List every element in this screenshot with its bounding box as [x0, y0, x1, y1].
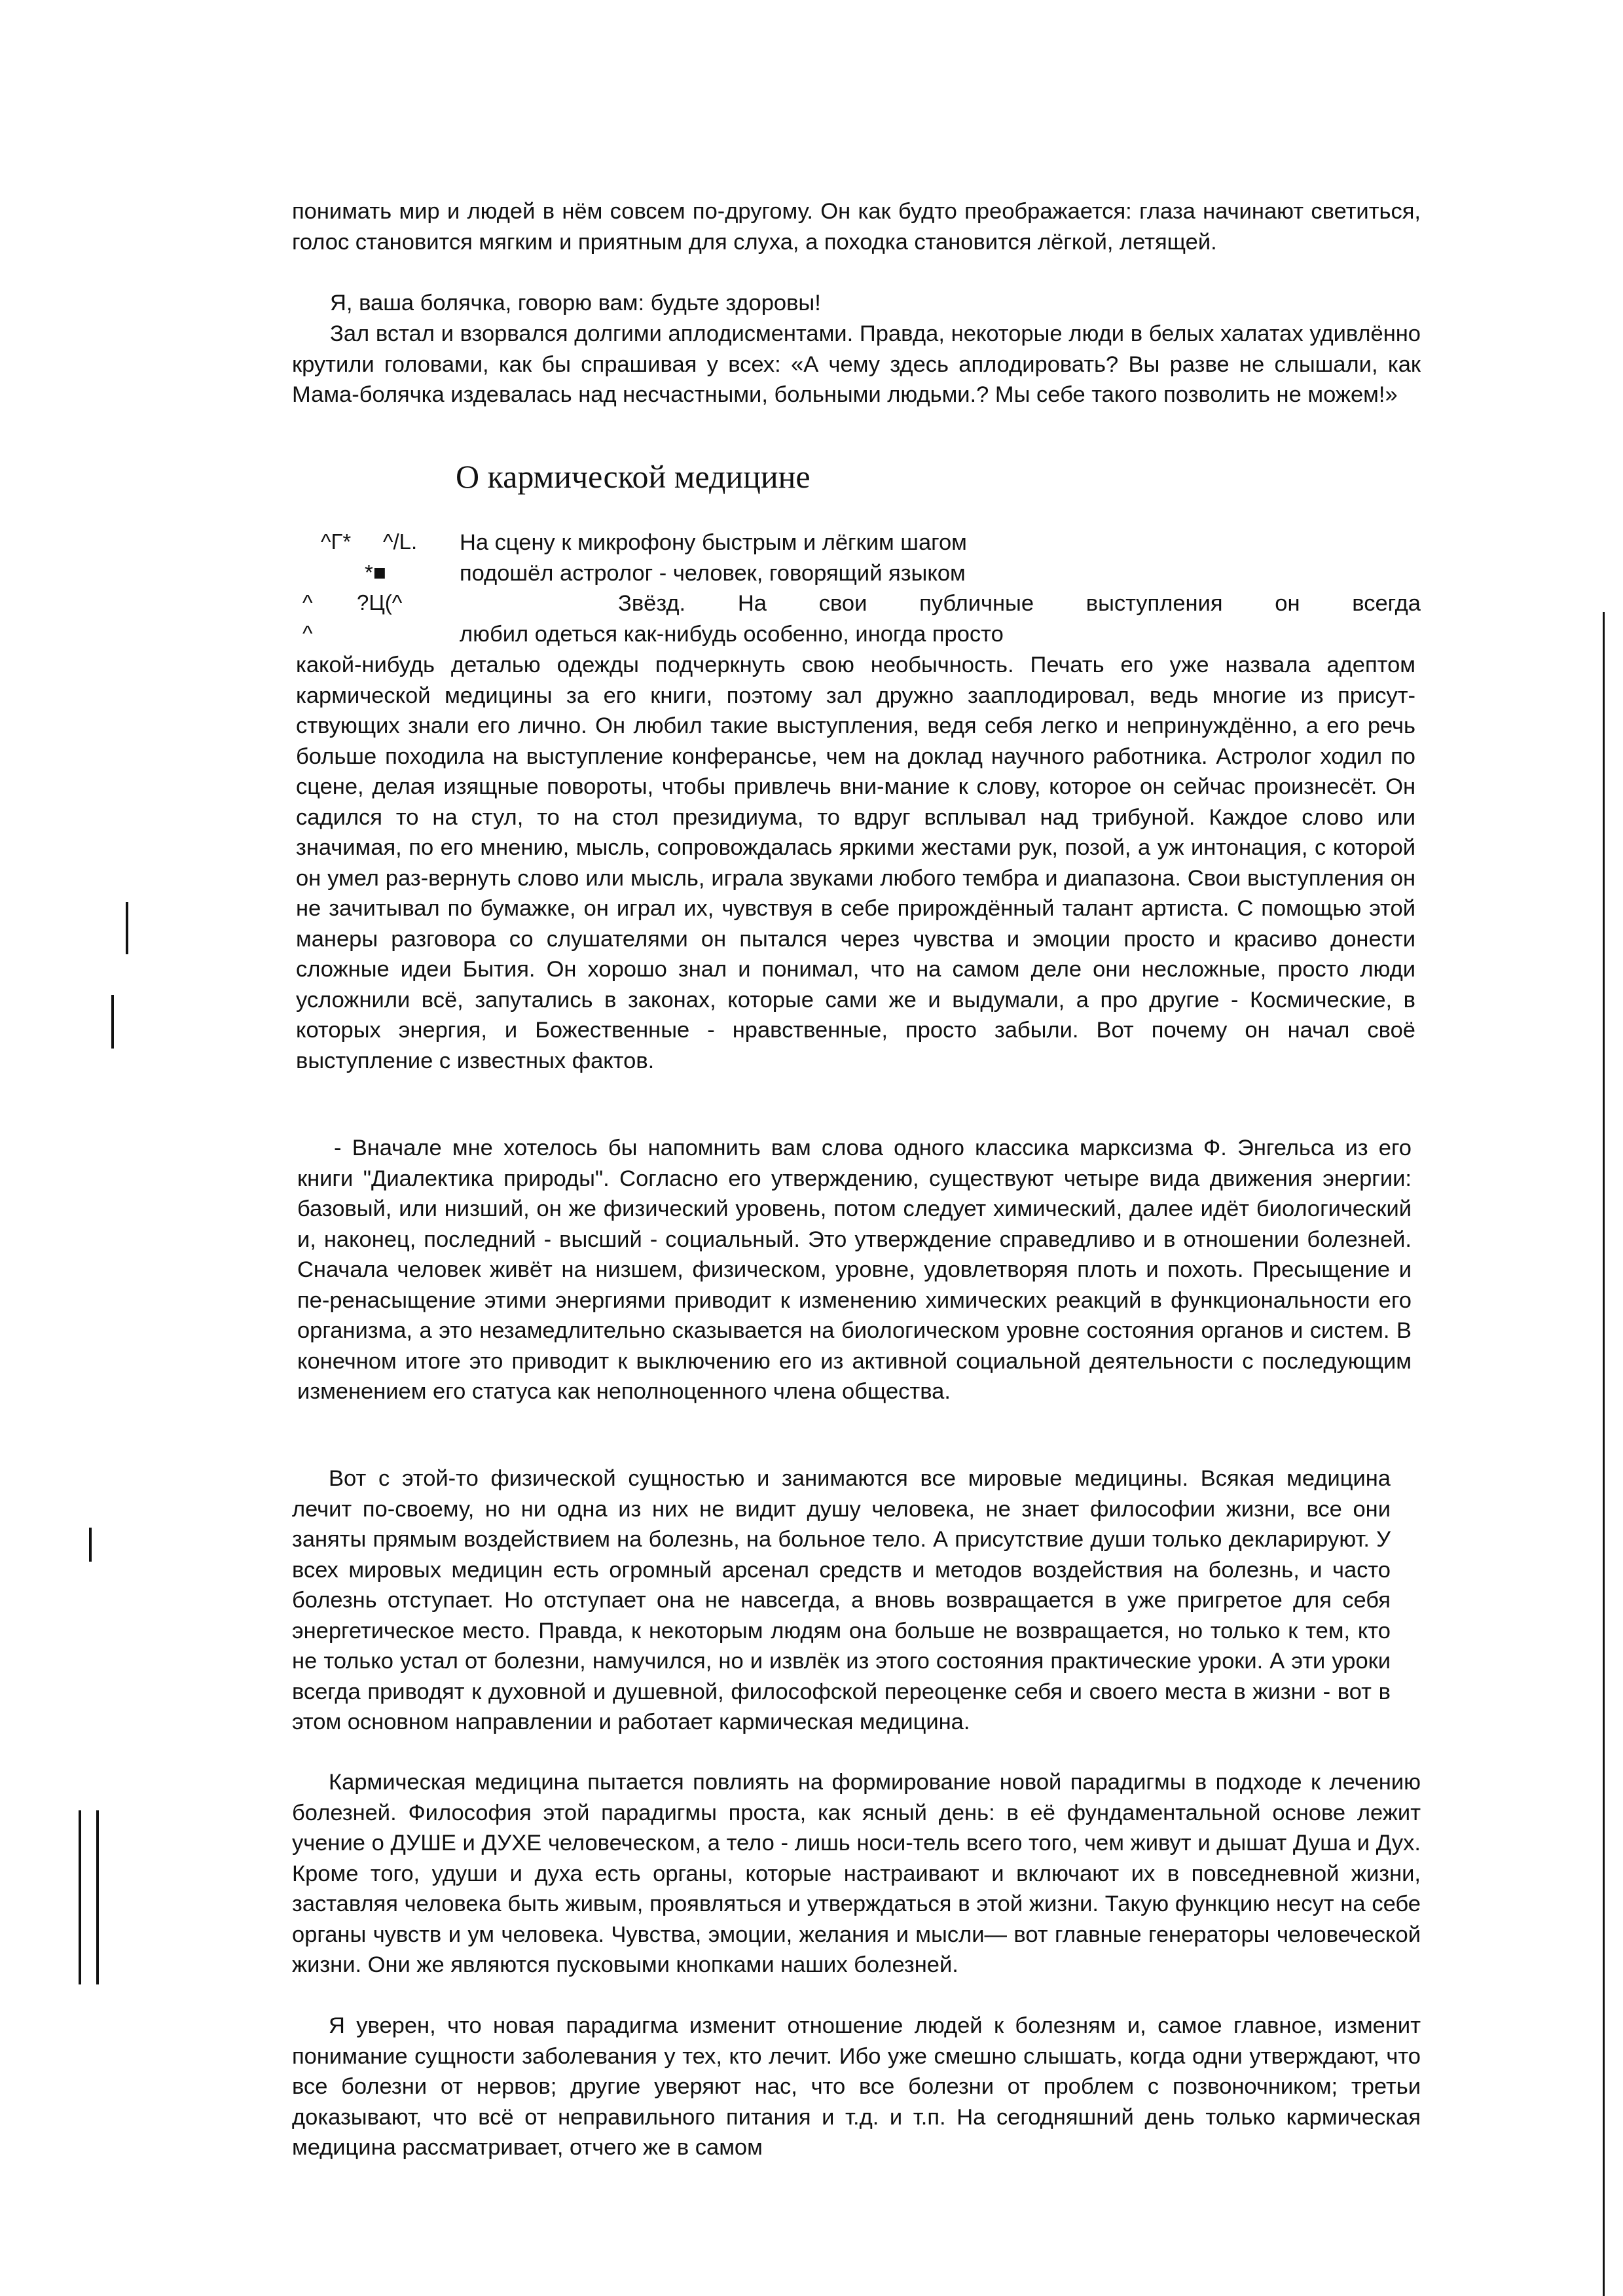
paragraph-new-paradigm: Я уверен, что новая парадигма изменит отношение людей к болезням и, самое главное, изменит понимание сущности заболевания у тех, кто лечит. Ибо уже смешно слышать, когда одни утверждают, что все болезни от нервов; другие уверяют нас, что все болезни от проблем с позвоночником; третьи доказывают, что всё от неправильного питания и т.д. и т.п. На сегодняшний день только кармическая медицина рассматривает, отчего же в самом — [292, 2013, 1421, 2160]
astrologer-line-4: любил одеться как-нибудь особенно, иногда просто — [460, 622, 1004, 647]
word: На — [737, 591, 767, 616]
word: всегда — [1352, 591, 1421, 616]
margin-mark — [111, 995, 114, 1049]
scan-artifact-1: ^Г* — [321, 529, 352, 554]
word: он — [1275, 591, 1300, 616]
margin-mark — [89, 1528, 92, 1562]
scan-artifact-4: ^ — [302, 590, 313, 615]
paragraph-astrologer: какой-нибудь деталью одежды подчеркнуть свою необычность. Печать его уже назвала адептом кармической медицины за его книги, поэтому зал дружно зааплодировал, ведь многие из присут-ствующих знали его лично. Он любил такие выступления, ведя себя легко и непринуждённо, а его речь больше походила на выступление конферансье, чем на доклад научного работника. Астролог ходил по сцене, делая изящные повороты, чтобы привлечь вни-мание к слову, которое он сейчас произнесёт. Он садился то на стул, то на стол президиума, то вдруг всплывал над трибуной. Каждое слово или значимая, по его мнению, мысль, сопровождалась яркими жестами рук, позой, а уж интонация, с которой он умел раз-вернуть слово или мысль, играла звуками любого тембра и диапазона. Свои выступления он не зачитывал по бумажке, он играл их, чувствуя в себе прирождённый талант артиста. С помощью этой манеры разговора со слушателями он пытался через чувства и эмоции просто и красиво донести сложные идеи Бытия. Он хорошо знал и понимал, что на самом деле они несложные, просто люди усложнили всё, запутались в законах, которые сами же и выдумали, а про другие - Космические, в которых энергия, и Божественные - нравственные, просто забыли. Вот почему он начал своё выступление с известных фактов. — [296, 653, 1415, 1073]
paragraph-karmic-medicine: Кармическая медицина пытается повлиять на формирование новой парадигмы в подходе к лечению болезней. Философия этой парадигмы проста, как ясный день: в её фундаментальной основе лежит учение о ДУШЕ и ДУХЕ человеческом, а тело - лишь носи-тель всего того, чем живут и дышат Душа и Дух. Кроме того, удуши и духа есть органы, которые настраивают и включают их в повседневной жизни, заставляя человека быть живым, проявляться и утверждаться в этой жизни. Такую функцию несут на себе органы чувств и ум человека. Чувства, эмоции, желания и мысли— вот главные генераторы человеческой жизни. Они же являются пусковыми кнопками наших болезней. — [292, 1770, 1421, 1977]
word: выступления — [1085, 591, 1223, 616]
scan-artifact-5: ?Ц(^ — [357, 590, 403, 615]
scan-artifact-6: ^ — [302, 621, 313, 645]
paragraph-medicine: Вот с этой-то физической сущностью и занимаются все мировые медицины. Всякая медицина лечит по-своему, но ни одна из них не видит душу человека, не знает философии жизни, все они заняты прямым воздействием на болезнь, на больное тело. А присутствие души только декларируют. У всех мировых медицин есть огромный арсенал средств и методов воздействия на болезнь, и часто болезнь отступает. Но отступает она не навсегда, а вновь возвращается в уже пригретое для себя энергетическое место. Правда, к некоторым людям она больше не возвращается, но только к тем, кто не только устал от болезни, намучился, но и извлёк из этого состояния практические уроки. А эти уроки всегда приводят к духовной и душевной, философской переоценке себя и своего места в жизни - вот в этом основном направлении и работает кармическая медицина. — [292, 1466, 1391, 1734]
word: свои — [818, 591, 867, 616]
astrologer-line-2: подошёл астролог - человек, говорящий языком — [460, 561, 966, 586]
paragraph-hall-applause: Зал встал и взорвался долгими аплодисментами. Правда, некоторые люди в белых халатах удивлённо крутили головами, как бы спрашивая у всех: «А чему здесь аплодировать? Вы разве не слышали, как Мама-болячка издевалась над несчастными, больными людьми.? Мы себе такого позволить не можем!» — [292, 321, 1421, 407]
word: публичные — [919, 591, 1034, 616]
margin-mark — [96, 1810, 99, 1984]
section-title: О кармической медицине — [456, 458, 811, 495]
paragraph-engels: - Вначале мне хотелось бы напомнить вам слова одного классика марксизма Ф. Энгельса из его книги "Диалектика природы". Согласно его утверждению, существуют четыре вида движения энергии: базовый, или низший, он же физический уровень, потом следует химический, далее идёт биологический и, наконец, последний - высший - социальный. Это утверждение справедливо и в отношении болезней. Сначала человек живёт на низшем, физическом, уровне, удовлетворяя плоть и похоть. Пресыщение и пе-ренасыщение этими энергиями приводит к изменению химических реакций в функциональности его организма, а это незамедлительно сказывается на биологическом уровне состояния органов и систем. В конечном итоге это приводит к выключению его из активной социальной деятельности с последующим изменением его статуса как неполноценного члена общества. — [297, 1136, 1412, 1404]
margin-mark — [1603, 612, 1605, 2296]
paragraph-intro: понимать мир и людей в нём совсем по-другому. Он как будто преображается: глаза начинают светиться, голос становится мягким и приятным для слуха, а походка становится лёгкой, летящей. — [292, 199, 1421, 255]
margin-mark — [126, 902, 128, 954]
astrologer-line-1: На сцену к микрофону быстрым и лёгким шагом — [460, 530, 967, 555]
margin-mark — [79, 1810, 81, 1984]
word: Звёзд. — [618, 591, 686, 616]
astrologer-line-3 — [618, 588, 1421, 619]
scan-artifact-2: ^/L. — [383, 529, 418, 554]
paragraph-wish: Я, ваша болячка, говорю вам: будьте здоровы! — [330, 291, 821, 315]
scan-artifact-3: *■ — [365, 560, 386, 584]
